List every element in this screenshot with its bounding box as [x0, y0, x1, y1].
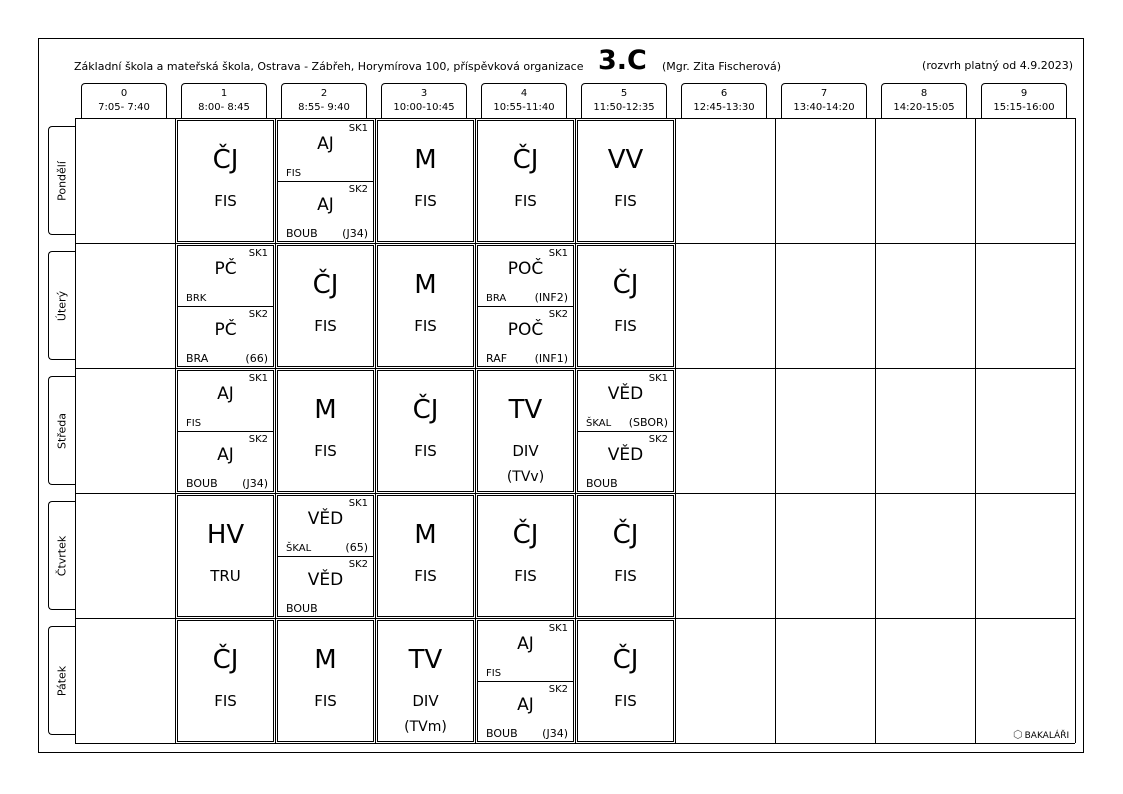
period-header — [581, 83, 667, 119]
grid-col-line — [575, 118, 576, 743]
period-header — [981, 83, 1067, 119]
subject: ČJ — [412, 395, 439, 425]
day-header — [48, 251, 75, 360]
period-header — [681, 83, 767, 119]
lesson-cell — [277, 370, 374, 492]
group-label: SK2 — [548, 309, 568, 320]
lesson-group — [178, 246, 273, 306]
room-code: (J34) — [342, 227, 368, 240]
lesson-cell — [377, 245, 474, 367]
teacher-code: FIS — [614, 567, 637, 585]
period-time: 14:20-15:05 — [893, 102, 955, 113]
room-code: (INF2) — [534, 291, 568, 304]
period-number: 6 — [720, 88, 728, 99]
room-code: (65) — [345, 541, 368, 554]
lesson-group — [278, 496, 373, 556]
teacher-code: BRA — [486, 293, 507, 304]
subject: ČJ — [512, 145, 539, 175]
period-time: 10:00-10:45 — [393, 102, 455, 113]
lesson-cell — [577, 370, 674, 492]
subject: AJ — [217, 445, 234, 465]
period-time: 15:15-16:00 — [993, 102, 1055, 113]
subject: ČJ — [212, 145, 239, 175]
subject: M — [314, 395, 337, 425]
teacher-code: FIS — [614, 192, 637, 210]
day-name: Pátek — [55, 665, 69, 696]
period-header — [481, 83, 567, 119]
period-number: 8 — [920, 88, 928, 99]
grid-col-line — [1075, 118, 1076, 743]
subject: POČ — [507, 259, 544, 279]
subject: ČJ — [612, 270, 639, 300]
lesson-cell — [477, 495, 574, 617]
lesson-group — [478, 681, 573, 742]
teacher-code: FIS — [186, 418, 202, 429]
day-header — [48, 126, 75, 235]
period-number: 4 — [520, 88, 528, 99]
teacher-code: ŠKAL — [286, 543, 312, 554]
teacher-code: BOUB — [486, 727, 518, 740]
lesson-cell — [377, 495, 474, 617]
grid-row-line — [75, 743, 1075, 744]
period-time: 13:40-14:20 — [793, 102, 855, 113]
lesson-group — [278, 556, 373, 617]
teacher-code: DIV — [412, 692, 439, 710]
grid-col-line — [275, 118, 276, 743]
subject: ČJ — [612, 645, 639, 675]
teacher-code: BRK — [186, 293, 207, 304]
teacher-code: FIS — [486, 668, 502, 679]
lesson-group — [478, 306, 573, 367]
lesson-cell — [477, 120, 574, 242]
subject: M — [314, 645, 337, 675]
teacher-code: FIS — [214, 192, 237, 210]
lesson-group — [178, 431, 273, 492]
period-number: 3 — [420, 88, 428, 99]
subject: HV — [206, 520, 245, 550]
teacher-code: FIS — [414, 567, 437, 585]
grid-col-line — [475, 118, 476, 743]
subject: VĚD — [307, 570, 344, 590]
subject: AJ — [517, 634, 534, 654]
brand-logo — [1013, 728, 1069, 741]
subject: AJ — [317, 134, 334, 154]
period-number: 7 — [820, 88, 828, 99]
group-label: SK2 — [348, 559, 368, 570]
subject: TV — [408, 645, 443, 675]
subject: ČJ — [212, 645, 239, 675]
grid-col-line — [975, 118, 976, 743]
day-header — [48, 501, 75, 610]
grid-col-line — [775, 118, 776, 743]
day-header — [48, 376, 75, 485]
lesson-cell — [177, 620, 274, 742]
period-number: 5 — [620, 88, 628, 99]
day-name: Čtvrtek — [55, 535, 69, 576]
subject: POČ — [507, 320, 544, 340]
subject: ČJ — [612, 520, 639, 550]
period-number: 0 — [120, 88, 128, 99]
lesson-group — [178, 371, 273, 431]
day-name: Úterý — [55, 290, 69, 321]
lesson-cell — [577, 245, 674, 367]
room-code: (J34) — [242, 477, 268, 490]
lesson-cell — [577, 120, 674, 242]
lesson-cell — [277, 245, 374, 367]
period-header — [781, 83, 867, 119]
group-label: SK1 — [648, 373, 668, 384]
subject: VĚD — [307, 509, 344, 529]
lesson-cell — [277, 120, 374, 242]
lesson-cell — [177, 245, 274, 367]
teacher-code: FIS — [514, 192, 537, 210]
room-code: (TVv) — [506, 469, 545, 485]
teacher-code: FIS — [314, 692, 337, 710]
group-label: SK2 — [548, 684, 568, 695]
group-label: SK2 — [248, 309, 268, 320]
period-time: 12:45-13:30 — [693, 102, 755, 113]
teacher-code: FIS — [414, 192, 437, 210]
teacher-code: BOUB — [186, 477, 218, 490]
day-name: Pondělí — [55, 160, 69, 201]
subject: M — [414, 145, 437, 175]
group-label: SK1 — [248, 373, 268, 384]
teacher-code: FIS — [314, 442, 337, 460]
lesson-group — [178, 306, 273, 367]
grid-col-line — [875, 118, 876, 743]
teacher-code: TRU — [210, 567, 241, 585]
teacher-code: BRA — [186, 352, 209, 365]
subject: ČJ — [512, 520, 539, 550]
lesson-cell — [177, 120, 274, 242]
class-name: 3.C — [598, 45, 647, 76]
grid-col-line — [175, 118, 176, 743]
room-code: (66) — [245, 352, 268, 365]
subject: PČ — [214, 259, 237, 279]
room-code: (INF1) — [534, 352, 568, 365]
room-code: (J34) — [542, 727, 568, 740]
period-header — [881, 83, 967, 119]
subject: AJ — [217, 384, 234, 404]
period-header — [381, 83, 467, 119]
period-time: 11:50-12:35 — [593, 102, 655, 113]
teacher-code: FIS — [614, 692, 637, 710]
lesson-cell — [577, 495, 674, 617]
group-label: SK1 — [348, 123, 368, 134]
lesson-cell — [177, 495, 274, 617]
lesson-cell — [377, 120, 474, 242]
group-label: SK2 — [248, 434, 268, 445]
lesson-cell — [377, 620, 474, 742]
group-label: SK1 — [548, 248, 568, 259]
lesson-group — [278, 121, 373, 181]
subject: M — [414, 520, 437, 550]
group-label: SK2 — [348, 184, 368, 195]
subject: AJ — [317, 195, 334, 215]
group-label: SK1 — [548, 623, 568, 634]
period-time: 8:00- 8:45 — [198, 102, 250, 113]
lesson-cell — [477, 370, 574, 492]
brand-label: BAKALÁŘI — [1024, 731, 1070, 741]
period-number: 9 — [1020, 88, 1028, 99]
lesson-cell — [477, 620, 574, 742]
lesson-group — [478, 621, 573, 681]
teacher-code: DIV — [512, 442, 539, 460]
period-number: 1 — [220, 88, 228, 99]
group-label: SK1 — [248, 248, 268, 259]
teacher-code: FIS — [314, 317, 337, 335]
room-code: (TVm) — [404, 719, 447, 735]
teacher-code: RAF — [486, 352, 508, 365]
subject: PČ — [214, 320, 237, 340]
validity-note: (rozvrh platný od 4.9.2023) — [922, 59, 1073, 72]
teacher-code: BOUB — [286, 227, 318, 240]
grid-col-line — [75, 118, 76, 743]
teacher-code: FIS — [414, 442, 437, 460]
teacher-code: FIS — [214, 692, 237, 710]
day-header — [48, 626, 75, 735]
subject: VV — [607, 145, 644, 175]
lesson-cell — [277, 620, 374, 742]
grid-col-line — [675, 118, 676, 743]
period-header — [281, 83, 367, 119]
teacher-code: FIS — [286, 168, 302, 179]
teacher-code: BOUB — [286, 602, 318, 615]
day-name: Středa — [55, 412, 69, 449]
subject: AJ — [517, 695, 534, 715]
lesson-group — [478, 246, 573, 306]
group-label: SK2 — [648, 434, 668, 445]
group-label: SK1 — [348, 498, 368, 509]
subject: M — [414, 270, 437, 300]
period-time: 8:55- 9:40 — [298, 102, 350, 113]
period-time: 7:05- 7:40 — [98, 102, 150, 113]
teacher-code: FIS — [414, 317, 437, 335]
class-teacher: (Mgr. Zita Fischerová) — [662, 60, 782, 73]
lesson-cell — [377, 370, 474, 492]
lesson-cell — [477, 245, 574, 367]
lesson-cell — [277, 495, 374, 617]
school-name: Základní škola a mateřská škola, Ostrava - Zábřeh, Horymírova 100, příspěvková organizace — [74, 60, 584, 73]
room-code: (SBOR) — [628, 416, 668, 429]
period-time: 10:55-11:40 — [493, 102, 555, 113]
lesson-cell — [577, 620, 674, 742]
subject: VĚD — [607, 445, 644, 465]
lesson-cell — [177, 370, 274, 492]
period-number: 2 — [320, 88, 328, 99]
lesson-group — [578, 371, 673, 431]
subject: TV — [508, 395, 543, 425]
grid-col-line — [375, 118, 376, 743]
period-header — [81, 83, 167, 119]
lesson-group — [278, 181, 373, 242]
period-header — [181, 83, 267, 119]
teacher-code: ŠKAL — [586, 418, 612, 429]
teacher-code: FIS — [614, 317, 637, 335]
subject: ČJ — [312, 270, 339, 300]
teacher-code: FIS — [514, 567, 537, 585]
subject: VĚD — [607, 384, 644, 404]
lesson-group — [578, 431, 673, 492]
teacher-code: BOUB — [586, 477, 618, 490]
hexagon-logo-icon: ⬡ — [1013, 728, 1023, 741]
